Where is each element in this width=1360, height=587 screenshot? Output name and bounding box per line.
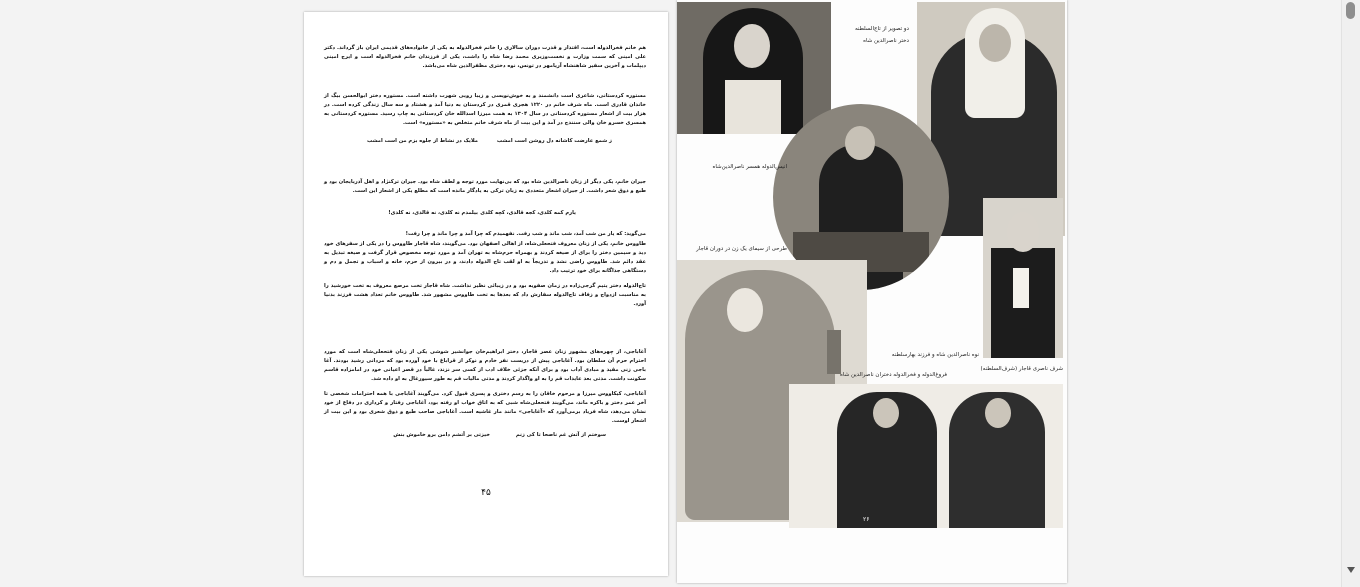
book-page-right <box>677 0 1067 583</box>
paragraph-mastoureh: مستوره کردستانی، شاعری است دانشمند و به خوش‌نویسی و زیبا رویی شهرت داشته است. مستوره دختر ابوالحسن بیگ از خاندان قادری است. ماه شرف خانم در ۱۲۲۰ هجری قمری در کردستان به دنیا آمد و هشتاد و سه سال زندگی کرده است. در هزار بیت از اشعار مستوره کردستانی در سال ۱۳۰۴ به همت میرزا اسدالله خان کردستانی به چاپ رسید. مستوره کردستانی به همسری خسرو خان والی سنندج در آمد و این بیت از ماه شرف خانم متخلص به «مستوره» است. <box>324 93 647 126</box>
paragraph-agha-baji-2: آغاباجی، کیکاووس میرزا و مرحوم خاقان را به رسم دختری و پسری قبول کرد. می‌گویند آغاباجی با همه احترامات شخصی تا آخر عمر دختر و باکره ماند، می‌گویند فتحعلی‌شاه شبی که به اتاق خواب او رفته بود، آغاباجی رفتار و کرداری در دفاع از خود نشان می‌دهد، شاه فریاد برمی‌آورد که «آغاباجی» مانند مار غاشیه است. آغاباجی صاحب طبع و ذوق شعری بود و این بیت از اشعار اوست. <box>324 391 646 424</box>
page-number: ۴۵ <box>481 488 491 498</box>
vertical-scrollbar[interactable] <box>1341 0 1360 587</box>
caption: دختر ناصرالدین شاه <box>863 38 909 44</box>
page-number: ۲۶ <box>863 516 870 523</box>
paragraph-taj-al-dowleh: تاج‌الدوله دختر یتیم گرجی‌زاده در زمان صفویه بود و در زیبائی نظیر نداشت. شاه قاجار تخت مرصع معروف به تخت خورشید را به مناسبت ازدواج و زفاف تاج‌الدوله سفارش داد که بعدها به تخت طاووس مشهور شد. طاووس خانم تعداد هشت فرزند بدنیا آورد. <box>324 283 646 307</box>
caption: فروغ‌الدوله و فخرالدوله دختران ناصرالدین شاه <box>840 372 947 378</box>
caption: انیس‌الدوله همسر ناصرالدین‌شاه <box>712 164 787 170</box>
paragraph-jeyran: جیران خانم، یکی دیگر از زنان ناصرالدین شاه بود که بی‌نهایت مورد توجه و لطف شاه بود. جیران ترکنژاد و اهل آذربایجان بود و طبع و ذوق شعر داشت. از جیران اشعار متعددی به زبان ترکی به یادگار مانده است که مطلع یکی از اشعار این است. <box>324 179 646 194</box>
caption: شرف ناصری قاجار (شرف‌السلطنه) <box>980 366 1063 372</box>
paragraph-tavous: طاووس خانم، یکی از زنان معروف فتحعلی‌شاه، از اهالی اصفهان بود. می‌گویند، شاه قاجار طاووس را در یکی از سفرهای خود دید و سیمین دختر را برای از صیغه کردند و بهمراه حرم‌شاه به تهران آمد و مورد توجه مخصوص قرار گرفت و صیغه تبدیل به عقد دائم شد. طاووس راضی نشد و تدریجاً به او لقب تاج الدوله دادند، و در بیرون از حرم، خانه و اسباب و تجمل و دم و دستگاهی جداگانه برای خود ترتیب داد. <box>324 241 646 274</box>
scrollbar-thumb[interactable] <box>1346 2 1355 19</box>
verse-line: ملایک در نشاط از جلوه بزم من است امشب <box>367 138 478 144</box>
paragraph-fakhr-al-dowleh: هم خانم فخرالدوله است، اقتدار و قدرت دوران سالاری را خانم فخرالدوله به یکی از خانواده‌های قدیمی ایران باز گرداند. دکتر علی امینی که سمت وزارت و نخست‌وزیری محمد رضا شاه را داشت، یکی از فرزندان خانم فخرالدوله است و ایرج امینی دیپلمات و آخرین سفیر شاهنشاه آریامهر در تونس، نوه دختری مظفرالدین شاه می‌باشد. <box>324 45 646 69</box>
book-page-left <box>304 12 668 576</box>
verse-line: خیزتی بر آتشم دامن برو خاموش بنش <box>393 432 490 438</box>
verse-line: ز شمع عارضت کاشانه دل روشن است امشب <box>496 138 612 144</box>
verse-line: یارم کمه کلدی، کجه قالدی، کچه کلدی <box>480 210 576 216</box>
scroll-down-arrow-icon[interactable] <box>1347 567 1355 573</box>
verse-line: سوختم از آتش غم ناصحا تا کی زنم <box>515 432 606 438</box>
portrait-photo <box>983 198 1063 358</box>
caption: نوه ناصرالدین شاه و فرزند بهارسلطنه <box>891 352 979 358</box>
caption: دو تصویر از تاج‌السلطنه <box>854 26 909 32</box>
paragraph-meaning: می‌گوید: که یار من شب آمد، شب ماند و شب رفت. نفهمیدم که چرا آمد و چرا ماند و چرا رفت! <box>405 231 646 237</box>
caption: طرحی از سیمای یک زن در دوران قاجار <box>696 246 787 252</box>
verse-line: بیلمدم نه کلدی، نه قالدی، نه کلدی! <box>388 210 478 216</box>
portrait-photo <box>677 2 831 134</box>
group-photo <box>789 384 1063 528</box>
paragraph-agha-baji: آغاباجی، از چهره‌های مشهور زنان عصر قاجار، دختر ابراهیم‌خان جوانشیر شوشی یکی از زنان فتحعلی‌شاه است که مورد احترام حرم آن سلطان بود. آغاباجی پیش از دریست نفر خادم و نوکر از قراباغ با خود آورده بود که مردانی رشید بودند. آغا باجی زنی مقید و مبادی آداب بود و برای آنکه جزئی خلاف ادب از کسی سر نزند، غالباً در قصر اعیانی خود در امامزاده قاسم سکونت داشت. مدتی بعد عایدات قم را به او واگذار کردند و مدتی مالیات قم به طور سیورغال به او داده شد. <box>324 349 646 382</box>
